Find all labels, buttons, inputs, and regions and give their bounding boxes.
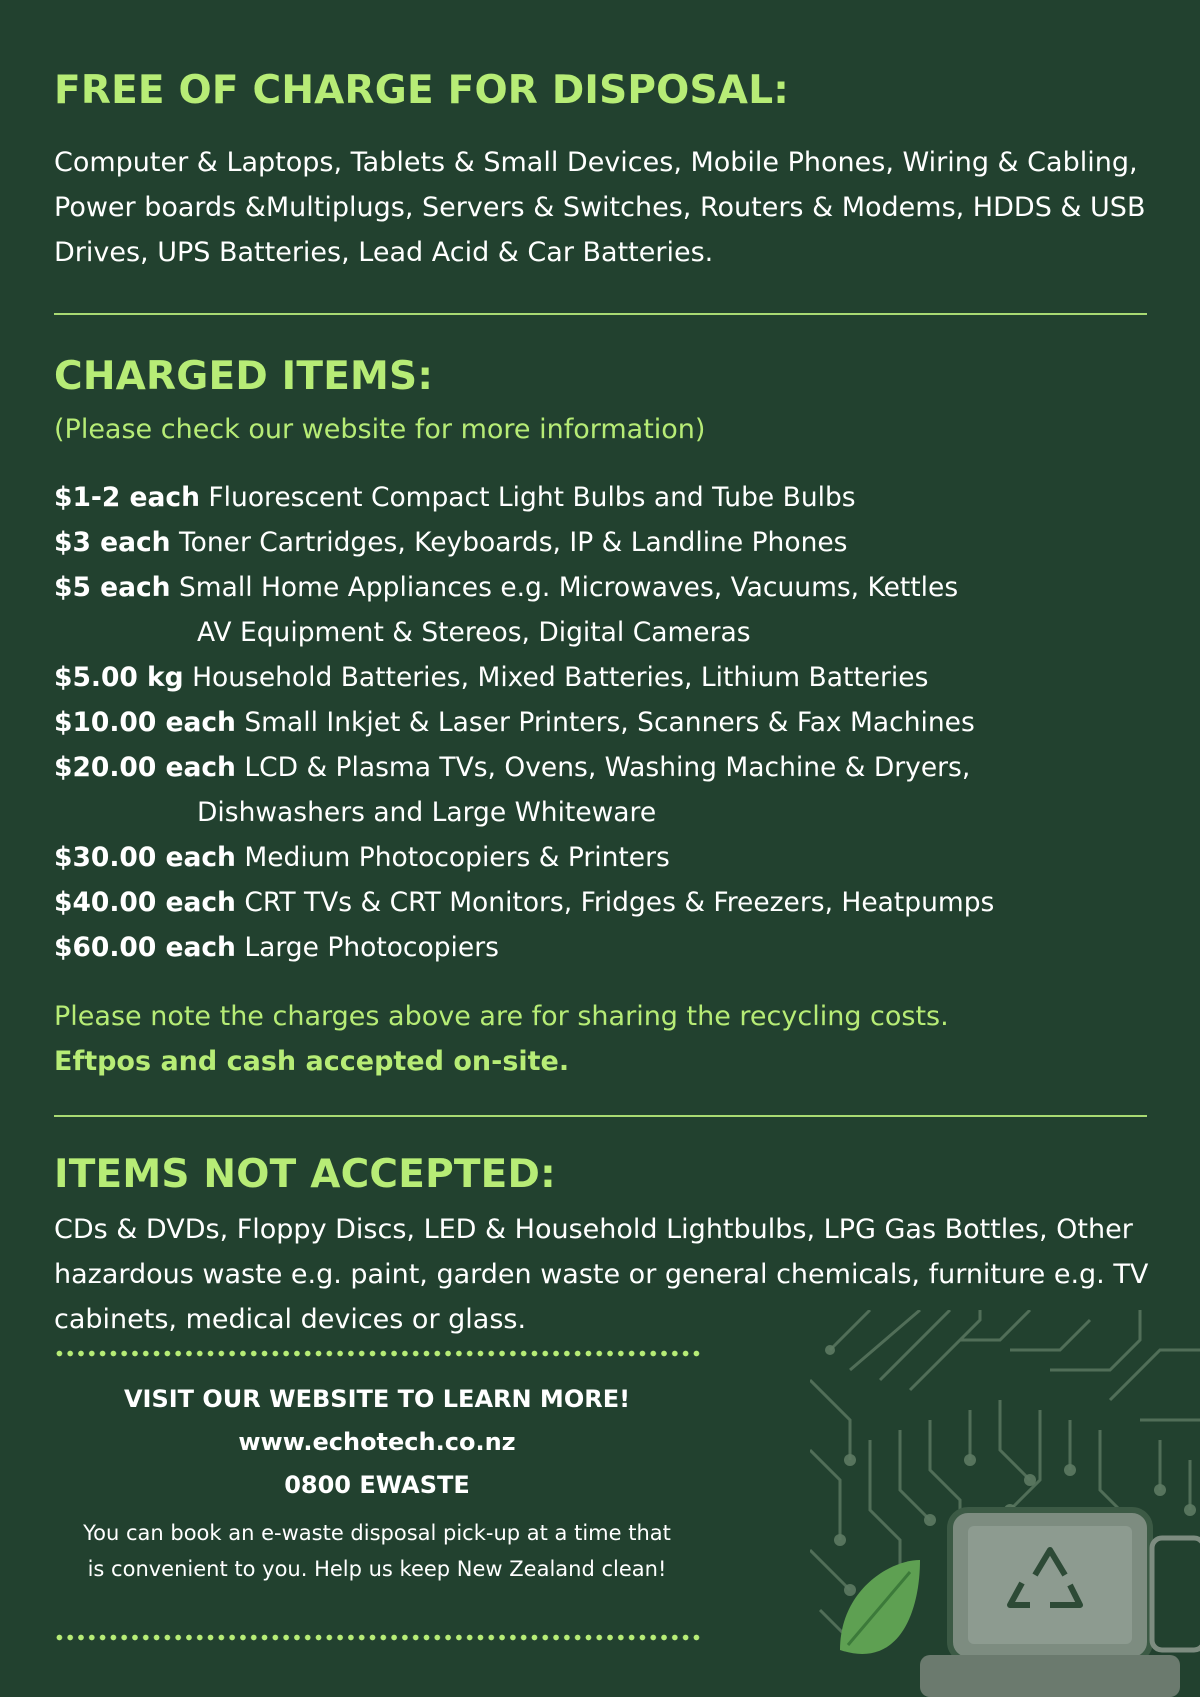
price-desc: Medium Photocopiers & Printers: [244, 842, 670, 873]
price-amount: $30.00 each: [54, 842, 236, 873]
dotted-divider: [54, 1350, 700, 1357]
price-amount: $5 each: [54, 572, 171, 603]
price-desc: Large Photocopiers: [244, 932, 499, 963]
free-heading: FREE OF CHARGE FOR DISPOSAL:: [54, 68, 790, 113]
price-desc-continued: AV Equipment & Stereos, Digital Cameras: [197, 617, 751, 648]
payment-note: Eftpos and cash accepted on-site.: [54, 1046, 570, 1077]
cta-text: You can book an e-waste disposal pick-up at a time that is convenient to you. Help us keep New Zealand clean!: [83, 1521, 671, 1581]
price-desc: Toner Cartridges, Keyboards, IP & Landline Phones: [178, 527, 848, 558]
not-accepted-heading: ITEMS NOT ACCEPTED:: [54, 1152, 556, 1197]
cta-title: VISIT OUR WEBSITE TO LEARN MORE!: [123, 1385, 631, 1413]
price-row: [54, 700, 1164, 745]
price-desc: LCD & Plasma TVs, Ovens, Washing Machine & Dryers,: [244, 752, 971, 783]
price-row: [54, 880, 1164, 925]
price-amount: $5.00 kg: [54, 662, 184, 693]
price-row: [54, 520, 1164, 565]
circuit-pattern-icon: [810, 1310, 1200, 1697]
charged-heading: CHARGED ITEMS:: [54, 354, 434, 399]
price-amount: $3 each: [54, 527, 171, 558]
price-desc: CRT TVs & CRT Monitors, Fridges & Freezers, Heatpumps: [244, 887, 995, 918]
price-amount: $20.00 each: [54, 752, 236, 783]
price-desc-continued: Dishwashers and Large Whiteware: [197, 797, 657, 828]
divider: [54, 1115, 1147, 1117]
price-list: [54, 475, 1164, 970]
phone-icon: [1152, 1538, 1200, 1650]
price-desc: Small Home Appliances e.g. Microwaves, Vacuums, Kettles: [178, 572, 959, 603]
price-row: [54, 745, 1164, 835]
price-row: [54, 925, 1164, 970]
dotted-divider: [54, 1634, 700, 1641]
charges-note: [54, 994, 949, 1084]
price-amount: $60.00 each: [54, 932, 236, 963]
laptop-recycle-icon: [920, 1510, 1180, 1697]
price-amount: $40.00 each: [54, 887, 236, 918]
price-row: [54, 835, 1164, 880]
price-amount: $10.00 each: [54, 707, 236, 738]
price-row: [54, 565, 1164, 655]
divider: [54, 313, 1147, 315]
price-desc: Small Inkjet & Laser Printers, Scanners & Fax Machines: [244, 707, 975, 738]
price-row: [54, 475, 1164, 520]
charged-note: (Please check our website for more information): [54, 414, 706, 445]
leaf-icon: [840, 1560, 920, 1654]
price-amount: $1-2 each: [54, 482, 200, 513]
website-link[interactable]: www.echotech.co.nz: [238, 1428, 516, 1456]
call-to-action: [54, 1378, 700, 1587]
price-desc: Household Batteries, Mixed Batteries, Lithium Batteries: [192, 662, 929, 693]
free-items-text: Computer & Laptops, Tablets & Small Devices, Mobile Phones, Wiring & Cabling, Power boards &Multiplugs, Servers & Switches, Routers & Modems, HDDS & USB Drives, UPS Batteries, Lead Acid & Car Batteries.: [54, 147, 1146, 268]
recycling-cost-note: Please note the charges above are for sharing the recycling costs.: [54, 1001, 949, 1032]
price-desc: Fluorescent Compact Light Bulbs and Tube Bulbs: [208, 482, 856, 513]
price-row: [54, 655, 1164, 700]
phone-number[interactable]: 0800 EWASTE: [284, 1471, 470, 1499]
not-accepted-text: CDs & DVDs, Floppy Discs, LED & Household Lightbulbs, LPG Gas Bottles, Other hazardous waste e.g. paint, garden waste or general chemicals, furniture e.g. TV cabinets, medical devices or glass.: [54, 1214, 1149, 1335]
